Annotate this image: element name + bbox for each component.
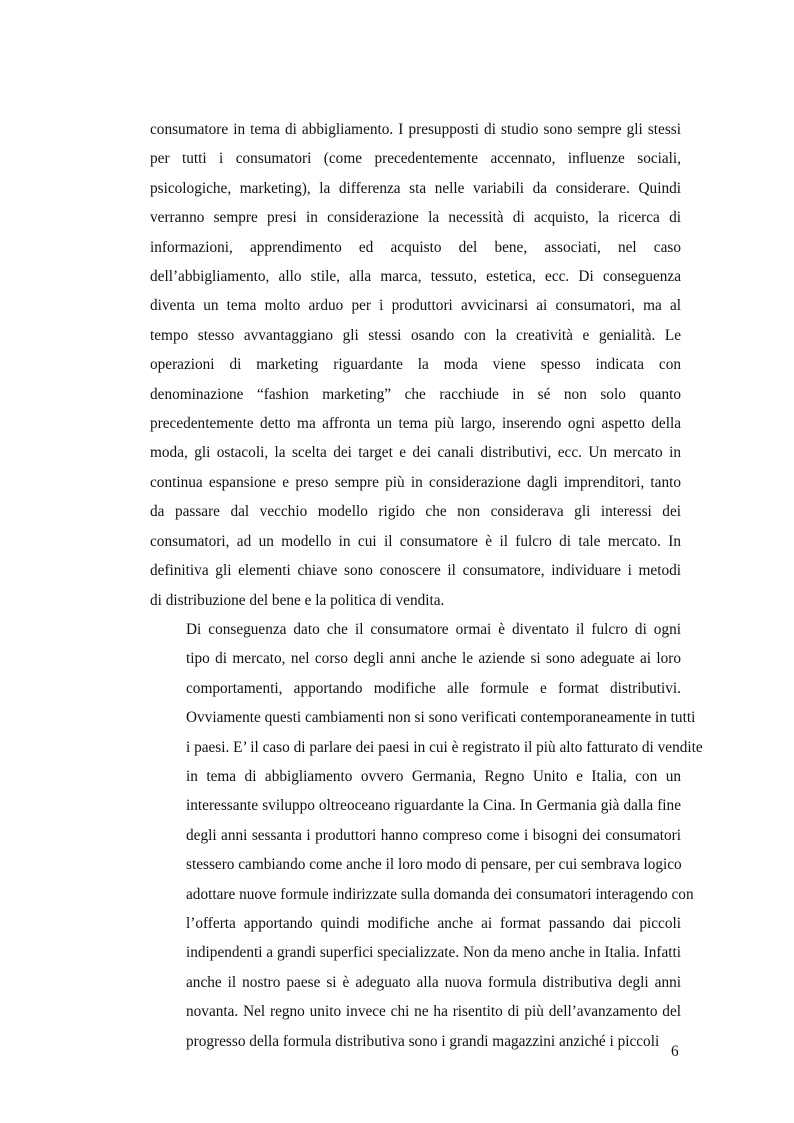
text-line: precedentemente detto ma affronta un tema più largo, inserendo ogni aspetto della — [150, 415, 681, 433]
text-line: interessante sviluppo oltreoceano riguardante la Cina. In Germania già dalla fine — [186, 797, 681, 815]
text-line: l’offerta apportando quindi modifiche anche ai format passando dai piccoli — [186, 914, 681, 932]
text-line: operazioni di marketing riguardante la moda viene spesso indicata con — [150, 356, 681, 374]
paragraph-2 — [150, 615, 703, 1056]
text-line: comportamenti, apportando modifiche alle formule e format distributivi. — [186, 679, 681, 697]
text-line: moda, gli ostacoli, la scelta dei target e dei canali distributivi, ecc. Un mercato in — [150, 444, 681, 462]
text-line: informazioni, apprendimento ed acquisto del bene, associati, nel caso — [150, 238, 681, 256]
text-line: indipendenti a grandi superfici specializzate. Non da meno anche in Italia. Infatti — [186, 944, 681, 962]
text-line: in tema di abbigliamento ovvero Germania, Regno Unito e Italia, con un — [186, 767, 681, 785]
text-line: stessero cambiando come anche il loro modo di pensare, per cui sembrava logico — [186, 856, 682, 874]
text-line: dell’abbigliamento, allo stile, alla marca, tessuto, estetica, ecc. Di conseguenza — [150, 268, 681, 286]
text-line: anche il nostro paese si è adeguato alla nuova formula distributiva degli anni — [186, 973, 681, 991]
text-line: continua espansione e preso sempre più in considerazione dagli imprenditori, tanto — [150, 473, 681, 491]
text-line: denominazione “fashion marketing” che racchiude in sé non solo quanto — [150, 385, 681, 403]
text-line: consumatori, ad un modello in cui il consumatore è il fulcro di tale mercato. In — [150, 532, 681, 550]
text-line: di distribuzione del bene e la politica di vendita. — [150, 591, 445, 609]
text-line: i paesi. E’ il caso di parlare dei paesi in cui è registrato il più alto fatturato di vendite — [186, 738, 703, 756]
text-line: per tutti i consumatori (come precedentemente accennato, influenze sociali, — [150, 150, 681, 168]
text-line: degli anni sessanta i produttori hanno compreso come i bisogni dei consumatori — [186, 826, 681, 844]
text-line: consumatore in tema di abbigliamento. I presupposti di studio sono sempre gli stessi — [150, 121, 681, 138]
page-number: 6 — [671, 1043, 679, 1060]
text-line: Di conseguenza dato che il consumatore ormai è diventato il fulcro di ogni — [186, 620, 681, 638]
text-line: tipo di mercato, nel corso degli anni anche le aziende si sono adeguate ai loro — [186, 650, 681, 668]
text-line: tempo stesso avvantaggiano gli stessi osando con la creatività e genialità. Le — [150, 326, 681, 344]
text-line: progresso della formula distributiva sono i grandi magazzini anziché i piccoli — [186, 1032, 660, 1050]
text-line: Ovviamente questi cambiamenti non si sono verificati contemporaneamente in tutti — [186, 709, 696, 727]
body-text — [150, 115, 703, 1056]
text-line: adottare nuove formule indirizzate sulla domanda dei consumatori interagendo con — [186, 885, 694, 903]
text-line: novanta. Nel regno unito invece chi ne ha risentito di più dell’avanzamento del — [186, 1003, 681, 1021]
text-line: da passare dal vecchio modello rigido che non considerava gli interessi dei — [150, 503, 681, 521]
paragraph-1 — [150, 115, 681, 615]
text-line: psicologiche, marketing), la differenza sta nelle variabili da considerare. Quindi — [150, 179, 681, 197]
text-line: verranno sempre presi in considerazione la necessità di acquisto, la ricerca di — [150, 209, 681, 227]
text-line: definitiva gli elementi chiave sono conoscere il consumatore, individuare i metodi — [150, 562, 681, 580]
text-line: diventa un tema molto arduo per i produttori avvicinarsi ai consumatori, ma al — [150, 297, 681, 315]
